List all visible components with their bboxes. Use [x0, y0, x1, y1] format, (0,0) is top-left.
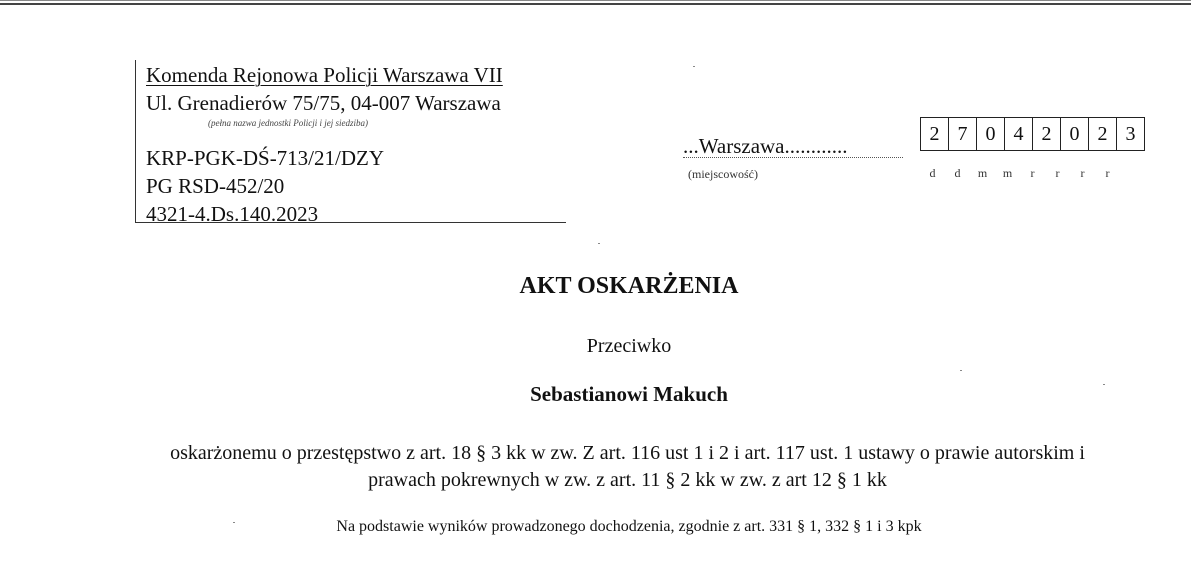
scan-speck	[233, 522, 235, 523]
legal-basis-text: Na podstawie wyników prowadzonego dochodzenia, zgodnie z art. 331 § 1, 332 § 1 i 3 kpk	[336, 518, 922, 535]
unit-name: Komenda Rejonowa Policji Warszawa VII	[146, 63, 503, 87]
scan-edge-line	[0, 0, 1191, 1]
date-label: r	[1030, 166, 1035, 180]
date-digit: 3	[1125, 123, 1136, 145]
scan-speck	[960, 370, 962, 371]
date-digit: 2	[1089, 118, 1117, 150]
scan-speck	[598, 243, 600, 244]
reference-number-2: PG RSD-452/20	[146, 174, 285, 198]
date-digit: 0	[977, 118, 1005, 150]
scan-speck	[1103, 384, 1105, 385]
top-border-line	[0, 3, 1191, 5]
charge-text: oskarżonemu o przestępstwo z art. 18 § 3 kk w zw. Z art. 116 ust 1 i 2 i art. 117 ust. 1 ustawy o prawie autorskim i prawach pokrewnych w zw. z art. 11 § 2 kk w zw. z art 12 § 1 kk	[170, 442, 1085, 491]
place-underline	[683, 157, 903, 158]
unit-caption: (pełna nazwa jednostki Policji i jej siedziba)	[208, 118, 368, 128]
reference-number-1: KRP-PGK-DŚ-713/21/DZY	[146, 146, 385, 170]
place-caption: (miejscowość)	[688, 167, 758, 181]
date-digit: 0	[1061, 118, 1089, 150]
date-label: d	[954, 166, 961, 180]
date-format-labels	[920, 166, 1120, 181]
defendant-name: Sebastianowi Makuch	[530, 382, 728, 406]
date-boxes	[920, 117, 1145, 151]
date-label: d	[929, 166, 936, 180]
place-value: ...Warszawa............	[683, 134, 848, 158]
unit-address: Ul. Grenadierów 75/75, 04-007 Warszawa	[146, 91, 501, 115]
reference-number-3: 4321-4.Ds.140.2023	[146, 202, 319, 226]
document-title: AKT OSKARŻENIA	[519, 273, 739, 299]
date-digit: 2	[921, 118, 949, 150]
scan-speck	[693, 66, 695, 67]
against-label: Przeciwko	[586, 335, 672, 357]
date-label: m	[977, 166, 988, 180]
date-label: r	[1105, 166, 1110, 180]
issuing-unit-block	[135, 60, 566, 226]
date-label: m	[1002, 166, 1013, 180]
date-label: r	[1080, 166, 1085, 180]
date-digit: 7	[949, 118, 977, 150]
date-digit: 4	[1005, 118, 1033, 150]
date-digit: 2	[1033, 118, 1061, 150]
date-label: r	[1055, 166, 1060, 180]
